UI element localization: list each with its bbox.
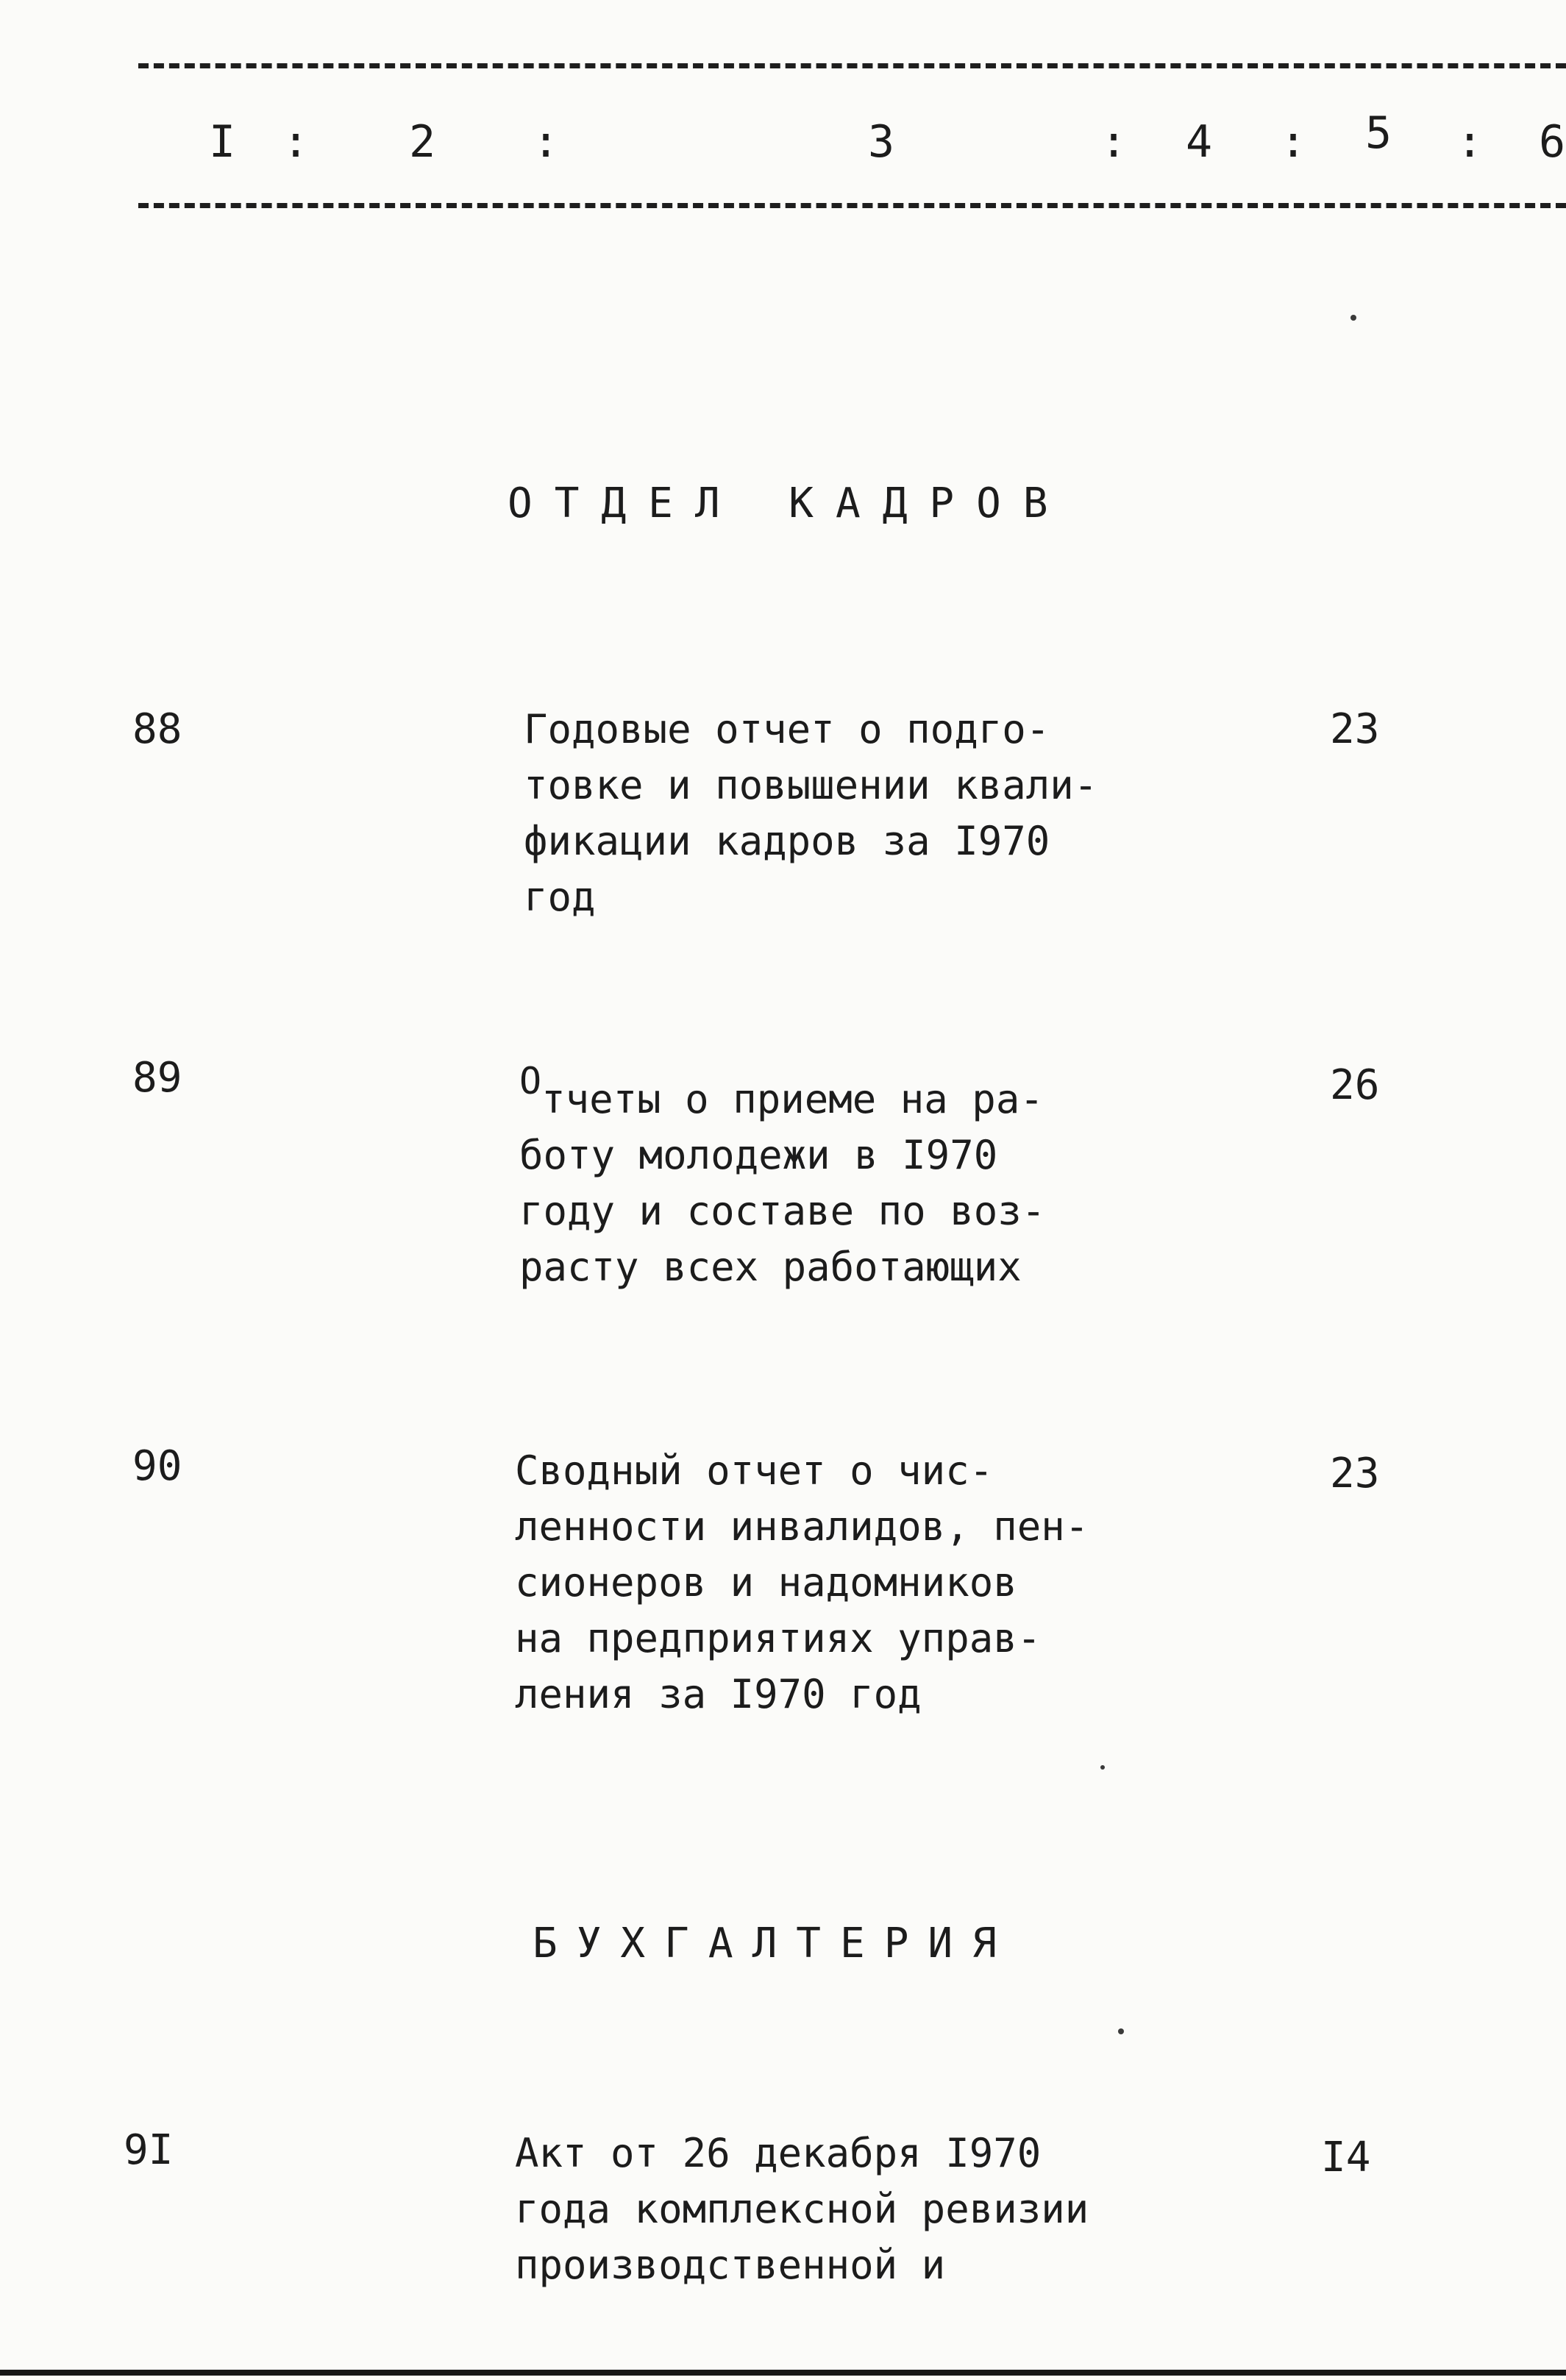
- scan-speck: [1100, 1765, 1105, 1770]
- column-number-2: 2: [409, 116, 436, 168]
- entry-title: Годовые отчет о подго- товке и повышении квали- фикации кадров за I970 год: [524, 706, 1098, 920]
- header-top-dashed-rule: [138, 63, 1566, 68]
- column-number-1: I: [209, 116, 236, 168]
- entry-number: 88: [132, 705, 182, 753]
- entry-title: Отчеты о приеме на ра- боту молодежи в I970 году и составе по воз- расту всех работающих: [519, 1060, 1046, 1290]
- entry-title: Сводный отчет о чис- ленности инвалидов, пен- сионеров и надомников на предприятиях управ- ления за I970 год: [515, 1447, 1089, 1717]
- column-separator: :: [533, 116, 560, 168]
- header-bottom-dashed-rule: [138, 203, 1566, 208]
- entry-number: 9I: [124, 2126, 174, 2174]
- entry-title-initial-letter: О: [519, 1060, 542, 1102]
- entry-sheet-count: 23: [1330, 705, 1380, 753]
- entry-sheet-count: 26: [1330, 1061, 1380, 1109]
- entry-title: Акт от 26 декабря I970 года комплексной ревизии производственной и: [515, 2130, 1089, 2288]
- scan-speck: [1350, 315, 1356, 321]
- column-separator: :: [282, 116, 310, 168]
- column-separator: :: [1456, 116, 1484, 168]
- column-number-5: 5: [1365, 107, 1392, 159]
- section-title-personnel-department: ОТДЕЛ КАДРОВ: [508, 480, 1070, 527]
- column-separator: :: [1100, 116, 1128, 168]
- entry-sheet-count: 23: [1330, 1450, 1380, 1497]
- column-number-4: 4: [1186, 116, 1213, 168]
- entry-sheet-count: I4: [1321, 2134, 1371, 2181]
- entry-number: 89: [132, 1054, 182, 1102]
- scan-speck: [1118, 2028, 1124, 2034]
- column-number-3: 3: [868, 116, 895, 168]
- page-bottom-edge-rule: [0, 2370, 1566, 2376]
- column-number-6: 6: [1539, 116, 1566, 168]
- column-separator: :: [1280, 116, 1307, 168]
- section-title-accounting: БУХГАЛТЕРИЯ: [533, 1920, 1016, 1967]
- entry-number: 90: [132, 1442, 182, 1490]
